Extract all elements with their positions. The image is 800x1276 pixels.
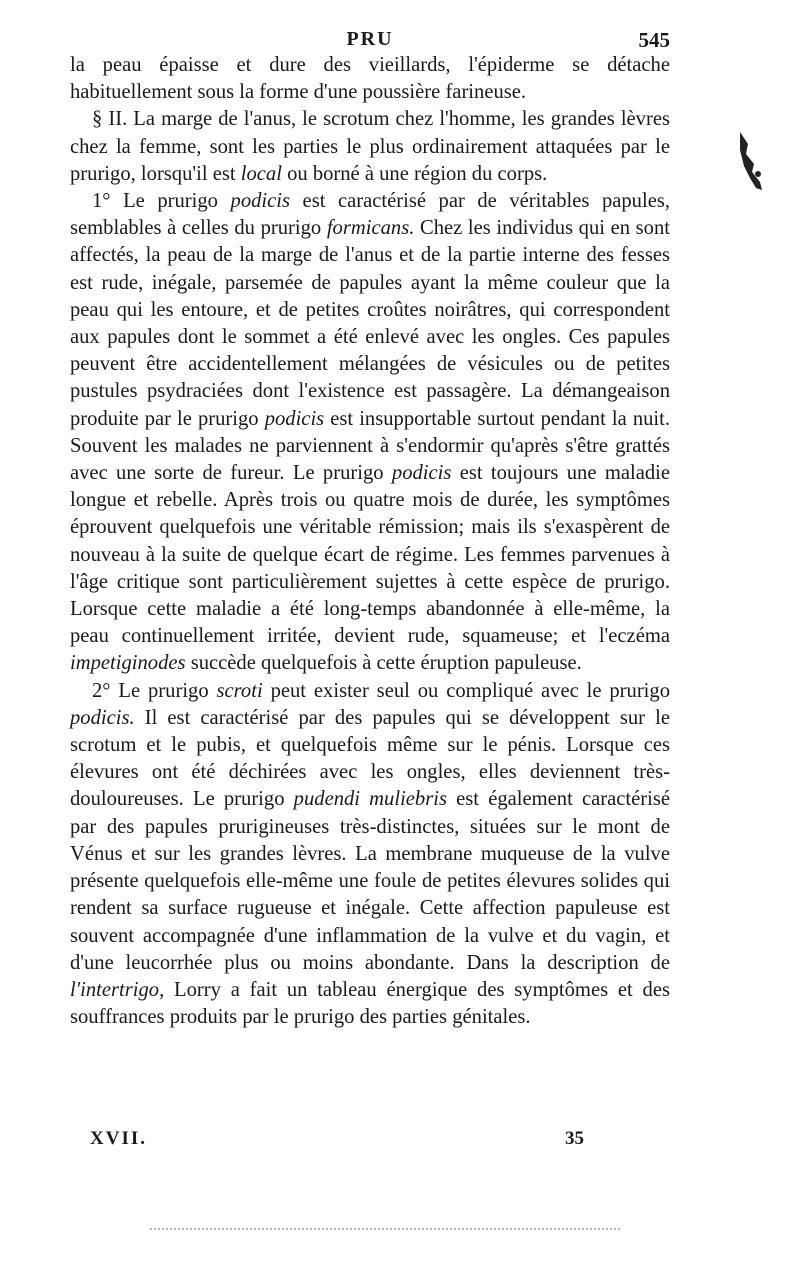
italic-term: podicis <box>391 462 452 485</box>
text-run: Chez les individus qui en sont affectés, la peau de la marge de l'anus et de la partie interne des fesses est rude, inégale, parsemée de papules ayant la même couleur que la peau qui les entoure, et de petites croûtes noirâtres, qui correspondent aux papules dont le sommet a été enlevé avec les ongles. Ces papules peuvent être accidentellement mélangées de vésicules ou de petites pustules psydraciées dont l'existence est passagère. La démangeaison produite par le prurigo <box>70 217 670 430</box>
text-run: peut exister seul ou compliqué avec le prurigo <box>262 679 670 702</box>
running-head: PRU <box>346 28 394 50</box>
signature-mark: XVII. <box>90 1128 147 1149</box>
paragraph <box>70 52 670 106</box>
text-run: Il est caractérisé par des papules qui se développent sur le scrotum et le pubis, et quelquefois même sur le pénis. Lorsque ces élevures ont été déchirées avec les ongles, elles deviennent très-douloureuses. Le prurigo <box>70 706 670 811</box>
paragraph <box>70 678 670 1032</box>
text-run: § II. La marge de l'anus, le scrotum chez l'homme, les grandes lèvres chez la femme, sont les parties le plus ordinairement attaquées par le prurigo, lorsqu'il est <box>70 108 670 185</box>
text-run: est insupportable surtout pendant la nuit. Souvent les malades ne parviennent à s'endormir qu'après s'être grattés avec une sorte de fureur. Le prurigo <box>70 407 671 485</box>
text-run: est caractérisé par de véritables papules, semblables à celles du prurigo <box>70 190 671 240</box>
text-run: la peau épaisse et dure des vieillards, l'épiderme se détache habituellement sous la forme d'une poussière farineuse. <box>70 54 670 104</box>
page-edge-shadow <box>150 1228 620 1230</box>
italic-term: l'intertrigo, <box>70 978 165 1001</box>
italic-term: scroti <box>216 679 263 702</box>
italic-term: impetiginodes <box>70 652 186 675</box>
page-number: 545 <box>638 28 670 52</box>
italic-term: formicans. <box>326 217 415 240</box>
signature-number: 35 <box>565 1128 584 1149</box>
text-run: est également caractérisé par des papules prurigineuses très-distinctes, situées sur le mont de Vénus et sur les grandes lèvres. La membrane muqueuse de la vulve présente quelquefois elle-même une foule de petites élevures solides qui rendent sa surface rugueuse et inégale. Cette affection papuleuse est souvent accompagnée d'une inflammation de la vulve et du vagin, et d'une leucorrhée plus ou moins abondante. Dans la description de <box>70 788 670 974</box>
italic-term: podicis <box>230 190 291 213</box>
text-run: ou borné à une région du corps. <box>281 162 548 185</box>
paragraph <box>70 188 670 678</box>
italic-term: podicis. <box>70 706 135 729</box>
italic-term: pudendi muliebris <box>293 788 447 811</box>
paragraph <box>70 106 670 188</box>
page-footer <box>90 1128 610 1158</box>
text-run: Lorry a fait un tableau énergique des symptômes et des souffrances produits par le prurigo des parties génitales. <box>70 978 670 1029</box>
italic-term: local <box>240 162 282 185</box>
text-run: succède quelquefois à cette éruption papuleuse. <box>185 652 582 675</box>
body-text <box>70 52 670 1031</box>
ink-blot-mark <box>738 130 764 192</box>
text-run: 1° Le prurigo <box>92 190 231 213</box>
text-run: est toujours une maladie longue et rebelle. Après trois ou quatre mois de durée, les symptômes éprouvent quelquefois une véritable rémission; mais ils s'exaspèrent de nouveau à la suite de quelque écart de régime. Les femmes parvenues à l'âge critique sont particulièrement sujettes à cette espèce de prurigo. Lorsque cette maladie a été long-temps abandonnée à elle-même, la peau continuellement irritée, devient rude, squameuse; et l'eczéma <box>70 462 670 648</box>
text-run: 2° Le prurigo <box>92 679 217 702</box>
italic-term: podicis <box>264 407 325 430</box>
